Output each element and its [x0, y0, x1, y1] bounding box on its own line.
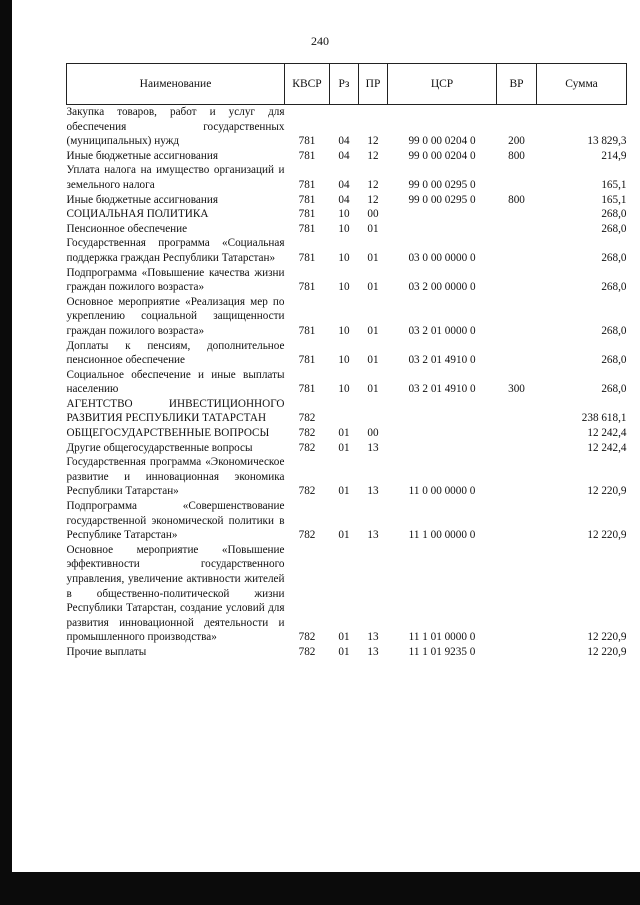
cell-vr: [497, 339, 537, 368]
cell-csr: [388, 222, 497, 237]
cell-name: Прочие выплаты: [66, 645, 147, 658]
cell-vr: [497, 163, 537, 192]
cell-rz: 04: [338, 135, 350, 148]
cell-kvsr: 782: [298, 529, 316, 542]
cell-rz: 10: [338, 208, 350, 221]
cell-vr: [497, 645, 537, 660]
cell-vr: [497, 295, 537, 339]
table-row: [67, 441, 627, 456]
cell-sum: 238 618,1: [581, 412, 627, 425]
cell-sum: 12 220,9: [587, 529, 627, 542]
cell-pr: 00: [367, 208, 379, 221]
cell-sum: 268,0: [601, 222, 627, 235]
cell-pr: 00: [367, 427, 379, 440]
table-row: [67, 295, 627, 339]
cell-rz: 04: [338, 178, 350, 191]
cell-rz: 10: [338, 222, 350, 235]
cell-rz: 04: [338, 193, 350, 206]
cell-csr: 11 1 01 0000 0: [408, 631, 476, 644]
header-csr: ЦСР: [388, 64, 497, 105]
header-name: Наименование: [67, 64, 285, 105]
cell-sum: 268,0: [601, 208, 627, 221]
cell-vr: 800: [508, 149, 525, 162]
cell-vr: 800: [508, 193, 525, 206]
cell-kvsr: 782: [298, 441, 316, 454]
cell-csr: 03 2 00 0000 0: [408, 281, 476, 294]
cell-sum: 165,1: [601, 193, 627, 206]
page-number: 240: [311, 34, 329, 48]
cell-pr: 12: [367, 135, 379, 148]
cell-csr: 99 0 00 0204 0: [408, 149, 476, 162]
cell-name: Пенсионное обеспечение: [66, 222, 188, 235]
table-row: [67, 499, 627, 543]
cell-kvsr: 781: [298, 383, 316, 396]
cell-csr: 99 0 00 0204 0: [408, 135, 476, 148]
cell-pr: 12: [367, 149, 379, 162]
cell-rz: 10: [338, 324, 350, 337]
cell-sum: 268,0: [601, 324, 627, 337]
header-pr: ПР: [359, 64, 388, 105]
cell-pr: 01: [367, 222, 379, 235]
cell-kvsr: 781: [298, 281, 316, 294]
cell-vr: [497, 207, 537, 222]
table-row: [67, 163, 627, 192]
cell-sum: 12 220,9: [587, 631, 627, 644]
cell-csr: 11 1 01 9235 0: [408, 645, 476, 658]
table-row: [67, 236, 627, 265]
cell-sum: 268,0: [601, 383, 627, 396]
cell-sum: 12 220,9: [587, 645, 627, 658]
cell-rz: 10: [338, 251, 350, 264]
cell-kvsr: 782: [298, 485, 316, 498]
cell-name: Государственная программа «Экономическое развитие и инновационная экономика Республики Татарстан»: [66, 456, 285, 498]
cell-vr: [497, 397, 537, 426]
cell-sum: 214,9: [601, 149, 627, 162]
cell-name: Другие общегосударственные вопросы: [66, 441, 253, 454]
cell-name: Основное мероприятие «Повышение эффективности государственного управления, увеличение активности жителей в общественно-политической жизни Республики Татарстан, создание условий для развития инновационной деятельности и промышленного производства»: [66, 543, 285, 644]
cell-pr: 01: [367, 354, 379, 367]
cell-sum: 12 220,9: [587, 485, 627, 498]
cell-kvsr: 781: [298, 354, 316, 367]
cell-sum: 268,0: [601, 354, 627, 367]
cell-csr: 99 0 00 0295 0: [408, 178, 476, 191]
cell-kvsr: 781: [298, 149, 316, 162]
table-header-row: [67, 64, 627, 105]
cell-rz: 04: [338, 149, 350, 162]
cell-rz: 01: [338, 485, 350, 498]
cell-vr: [497, 543, 537, 645]
cell-vr: [497, 426, 537, 441]
budget-table: [66, 63, 627, 660]
cell-kvsr: 781: [298, 135, 316, 148]
header-kvsr: КВСР: [285, 64, 330, 105]
cell-rz: 10: [338, 281, 350, 294]
cell-rz: 10: [338, 383, 350, 396]
cell-kvsr: 782: [298, 631, 316, 644]
cell-kvsr: 781: [298, 193, 316, 206]
cell-pr: 13: [367, 529, 379, 542]
table-row: [67, 645, 627, 660]
cell-csr: [388, 397, 497, 426]
cell-vr: [497, 441, 537, 456]
cell-pr: 01: [367, 383, 379, 396]
cell-name: ОБЩЕГОСУДАРСТВЕННЫЕ ВОПРОСЫ: [66, 427, 270, 440]
table-row: [67, 368, 627, 397]
cell-csr: 11 0 00 0000 0: [408, 485, 476, 498]
scan-bottom-edge: [0, 872, 640, 905]
table-row: [67, 339, 627, 368]
cell-pr: 01: [367, 251, 379, 264]
cell-kvsr: 781: [298, 222, 316, 235]
cell-csr: 03 0 00 0000 0: [408, 251, 476, 264]
table-row: [67, 207, 627, 222]
cell-csr: 11 1 00 0000 0: [408, 529, 476, 542]
cell-csr: [388, 426, 497, 441]
cell-pr: 13: [367, 631, 379, 644]
cell-sum: 13 829,3: [587, 135, 627, 148]
cell-pr: 13: [367, 645, 379, 658]
cell-csr: 99 0 00 0295 0: [408, 193, 476, 206]
cell-vr: [497, 266, 537, 295]
table-row: [67, 193, 627, 208]
cell-name: Иные бюджетные ассигнования: [66, 149, 218, 162]
cell-pr: 13: [367, 485, 379, 498]
cell-kvsr: 781: [298, 251, 316, 264]
table-row: [67, 222, 627, 237]
cell-kvsr: 782: [298, 412, 316, 425]
table-row: [67, 149, 627, 164]
cell-csr: 03 2 01 4910 0: [408, 383, 476, 396]
cell-sum: 268,0: [601, 251, 627, 264]
cell-kvsr: 782: [298, 645, 316, 658]
cell-rz: 01: [338, 441, 350, 454]
cell-rz: 01: [338, 631, 350, 644]
cell-name: Социальное обеспечение и иные выплаты населению: [66, 368, 285, 396]
cell-vr: [497, 499, 537, 543]
cell-rz: 01: [338, 529, 350, 542]
table-row: [67, 543, 627, 645]
cell-pr: [359, 397, 388, 426]
table-row: [67, 455, 627, 499]
cell-pr: 01: [367, 281, 379, 294]
cell-kvsr: 781: [298, 324, 316, 337]
cell-kvsr: 781: [298, 178, 316, 191]
cell-vr: [497, 236, 537, 265]
cell-sum: 165,1: [601, 178, 627, 191]
table-row: [67, 105, 627, 149]
cell-name: Уплата налога на имущество организаций и земельного налога: [66, 164, 285, 191]
cell-sum: 268,0: [601, 281, 627, 294]
cell-pr: 01: [367, 324, 379, 337]
cell-name: Закупка товаров, работ и услуг для обеспечения государственных (муниципальных) нужд: [66, 106, 285, 148]
cell-kvsr: 782: [298, 427, 316, 440]
cell-sum: 12 242,4: [587, 441, 627, 454]
cell-csr: 03 2 01 0000 0: [408, 324, 476, 337]
cell-pr: 13: [367, 441, 379, 454]
cell-rz: 01: [338, 645, 350, 658]
cell-kvsr: 781: [298, 208, 316, 221]
header-sum: Сумма: [537, 64, 627, 105]
cell-vr: [497, 222, 537, 237]
table-row: [67, 397, 627, 426]
cell-csr: [388, 207, 497, 222]
cell-rz: 01: [338, 427, 350, 440]
cell-name: Доплаты к пенсиям, дополнительное пенсионное обеспечение: [66, 339, 285, 367]
cell-pr: 12: [367, 193, 379, 206]
cell-name: Государственная программа «Социальная поддержка граждан Республики Татарстан»: [66, 237, 285, 264]
cell-rz: [330, 397, 359, 426]
cell-vr: 300: [508, 383, 525, 396]
cell-name: СОЦИАЛЬНАЯ ПОЛИТИКА: [66, 208, 209, 221]
scan-left-edge: [0, 0, 12, 880]
cell-csr: [388, 441, 497, 456]
header-vr: ВР: [497, 64, 537, 105]
cell-rz: 10: [338, 354, 350, 367]
cell-vr: 200: [508, 135, 525, 148]
cell-name: АГЕНТСТВО ИНВЕСТИЦИОННОГО РАЗВИТИЯ РЕСПУБЛИКИ ТАТАРСТАН: [66, 397, 285, 425]
cell-name: Подпрограмма «Совершенствование государственной экономической политики в Республике Татарстан»: [66, 500, 285, 542]
table-row: [67, 426, 627, 441]
cell-pr: 12: [367, 178, 379, 191]
cell-name: Подпрограмма «Повышение качества жизни граждан пожилого возраста»: [66, 266, 285, 294]
cell-csr: 03 2 01 4910 0: [408, 354, 476, 367]
header-rz: Рз: [330, 64, 359, 105]
cell-sum: 12 242,4: [587, 427, 627, 440]
cell-name: Основное мероприятие «Реализация мер по укреплению социальной защищенности граждан пожилого возраста»: [66, 295, 285, 337]
table-row: [67, 266, 627, 295]
cell-vr: [497, 455, 537, 499]
cell-name: Иные бюджетные ассигнования: [66, 193, 218, 206]
